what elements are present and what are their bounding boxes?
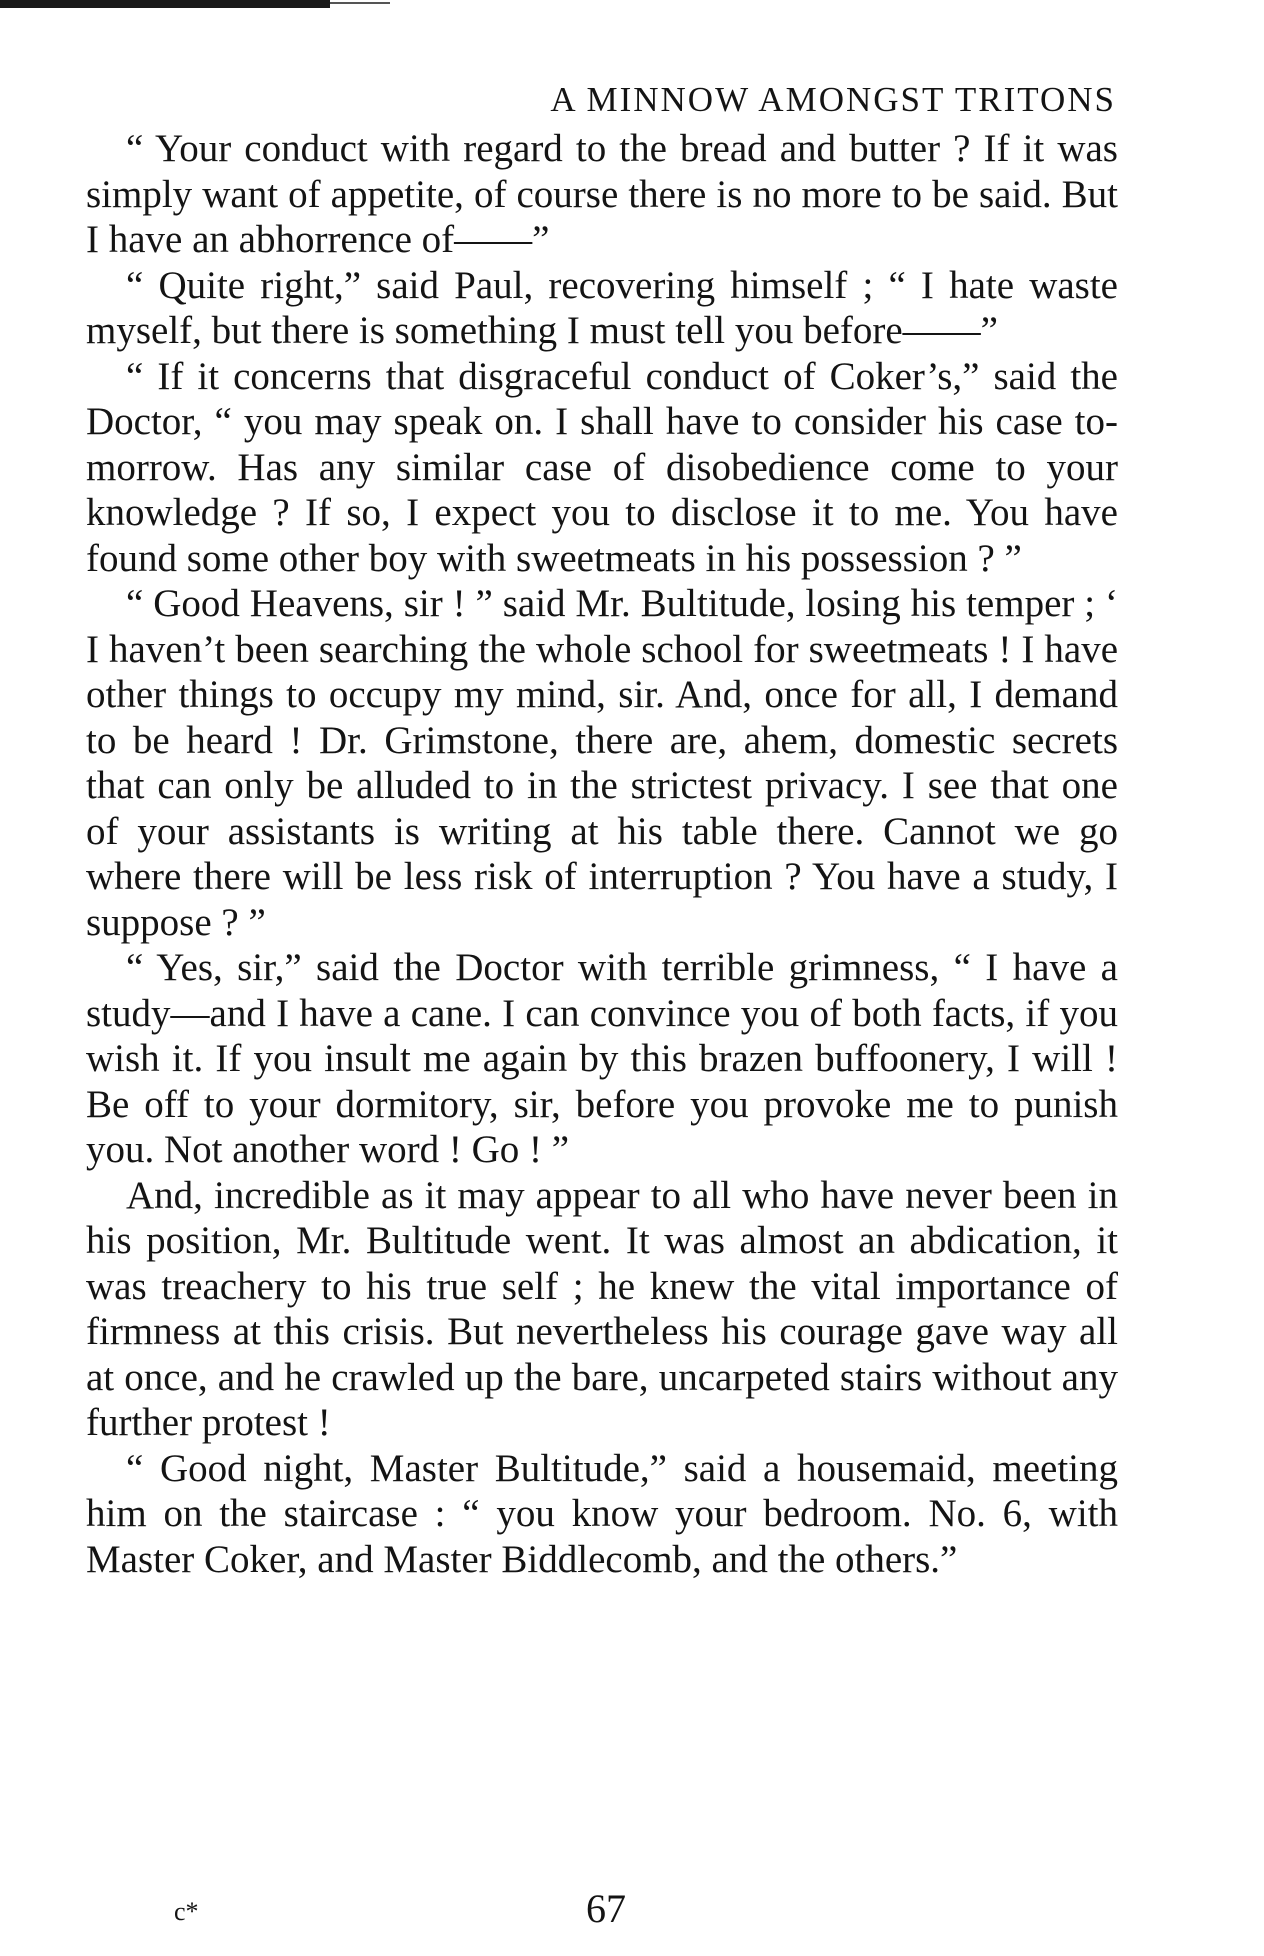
top-rule [0, 0, 330, 8]
text-block [86, 126, 1118, 1582]
paragraph: “ If it concerns that disgraceful conduct of Coker’s,” said the Doctor, “ you may speak on. I shall have to consider his case to-morrow. Has any similar case of disobedience come to your knowledge ? If so, I expect you to disclose it to me. You have found some other boy with sweetmeats in his possession ? ” [86, 354, 1118, 580]
page-footer [86, 1885, 1118, 1945]
paragraph: “ Good Heavens, sir ! ” said Mr. Bultitude, losing his temper ; ‘ I haven’t been searching the whole school for sweetmeats ! I have other things to occupy my mind, sir. And, once for all, I demand to be heard ! Dr. Grimstone, there are, ahem, domestic secrets that can only be alluded to in the strictest privacy. I see that one of your assistants is writing at his table there. Cannot we go where there will be less risk of interruption ? You have a study, I suppose ? ” [86, 582, 1118, 944]
top-rule-thin [330, 2, 390, 4]
page-body [86, 74, 1118, 1582]
paragraph: “ Your conduct with regard to the bread and butter ? If it was simply want of appetite, of course there is no more to be said. But I have an abhorrence of——” [86, 127, 1118, 261]
running-head: A MINNOW AMONGST TRITONS [550, 80, 1116, 119]
page-number: 67 [586, 1886, 626, 1931]
paragraph: “ Quite right,” said Paul, recovering himself ; “ I hate waste myself, but there is something I must tell you before——” [86, 263, 1118, 352]
paragraph: “ Good night, Master Bultitude,” said a housemaid, meeting him on the staircase : “ you know your bedroom. No. 6, with Master Coker, and Master Biddlecomb, and the others.” [86, 1446, 1118, 1581]
paragraph: And, incredible as it may appear to all who have never been in his position, Mr. Bultitude went. It was almost an abdication, it was treachery to his true self ; he knew the vital importance of firmness at this crisis. But nevertheless his courage gave way all at once, and he crawled up the bare, uncarpeted stairs without any further protest ! [86, 1173, 1118, 1444]
signature-mark: c* [174, 1897, 199, 1926]
paragraph: “ Yes, sir,” said the Doctor with terrible grimness, “ I have a study—and I have a cane. I can convince you of both facts, if you wish it. If you insult me again by this brazen buffoonery, I will ! Be off to your dormitory, sir, before you provoke me to punish you. Not another word ! Go ! ” [86, 946, 1118, 1171]
